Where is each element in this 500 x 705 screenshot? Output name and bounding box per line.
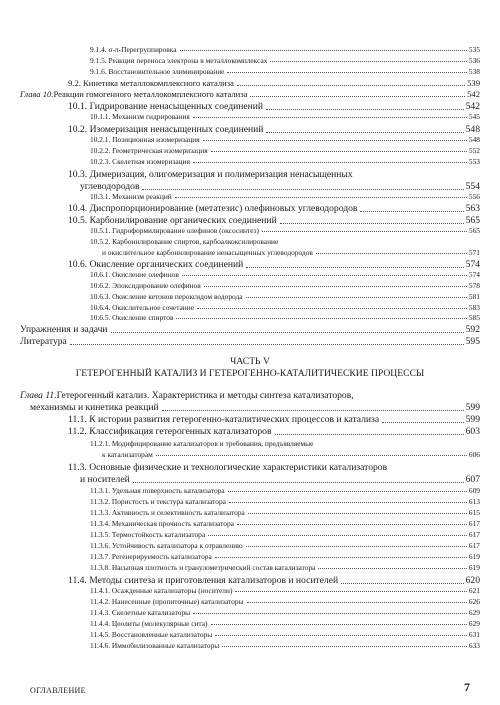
toc-page-number: 581 [468, 292, 480, 301]
toc-entry [20, 282, 480, 289]
toc-entry [20, 520, 480, 527]
toc-entry [20, 391, 480, 401]
toc-page-number: 617 [468, 541, 480, 550]
toc-page-number: 617 [468, 530, 480, 539]
toc-page-number: 578 [468, 281, 480, 290]
dot-leader [175, 197, 467, 198]
toc-page-number: 619 [468, 563, 480, 572]
toc-page-number: 542 [467, 89, 480, 99]
toc-entry-title: 10.2.1. Позиционная изомеризация [90, 135, 200, 144]
toc-entry-title: 9.1.6. Восстановительное элиминирование [90, 67, 225, 76]
dot-leader [111, 332, 464, 333]
toc-entry [20, 620, 480, 627]
toc-entry-title: 11.3.1. Удельная поверхность катализатора [90, 486, 225, 495]
toc-entry [20, 427, 480, 437]
toc-entry-title: Реакции гомогенного металлокомплексного катализа [53, 89, 248, 99]
toc-entry [20, 642, 480, 649]
dot-leader [248, 513, 467, 514]
toc-entry [20, 102, 480, 112]
chapter-label: Глава 11. [20, 390, 57, 401]
dot-leader [176, 318, 466, 319]
toc-entry-title: к катализаторам [102, 450, 153, 459]
dot-leader [193, 162, 467, 163]
toc-entry-title: 10.3.1. Механизм реакций [90, 192, 172, 201]
toc-entry [20, 553, 480, 560]
toc-entry [20, 125, 480, 135]
toc-page-number: 542 [465, 101, 480, 112]
toc-entry-title: 11.3.7. Регенерируемость катализатора [90, 552, 212, 561]
toc-entry-title: 11.3. Основные физические и технологические характеристики катализаторов [68, 462, 388, 473]
dot-leader [280, 223, 464, 224]
toc-page-number: 583 [468, 303, 480, 312]
toc-entry [20, 509, 480, 516]
toc-entry-title: 11.4.6. Иммобилизованные катализаторы [90, 641, 220, 650]
toc-page-number: 633 [468, 641, 480, 650]
toc-page-number: 595 [465, 336, 480, 347]
page-footer [30, 680, 470, 695]
toc-entry [20, 463, 480, 473]
toc-page-number: 563 [465, 203, 480, 214]
toc-page-number: 603 [465, 426, 480, 437]
toc-entry [20, 79, 480, 88]
dot-leader [246, 546, 467, 547]
dot-leader [360, 211, 463, 212]
toc-entry-title: Литература [20, 336, 67, 347]
dot-leader [193, 117, 467, 118]
toc-entry-title: и окислительное карбонилирование ненасыщенных углеводородов [102, 248, 313, 257]
toc-entry-title: 10.6.1. Окисление олефинов [90, 270, 179, 279]
toc-entry-title: 11.4.5. Восстановленные катализаторы [90, 630, 213, 639]
dot-leader [227, 72, 466, 73]
toc-page-number: 545 [468, 112, 480, 121]
toc-entry [20, 598, 480, 605]
dot-leader [204, 286, 467, 287]
dot-leader [262, 231, 467, 232]
toc-entry [20, 158, 480, 165]
toc-entry-title: 11.4.4. Цеолиты (молекулярные сита) [90, 619, 208, 628]
toc-entry [20, 204, 480, 214]
toc-page-number: 592 [465, 324, 480, 335]
toc-entry-title: 11.3.8. Насыпная плотность и гранулометрический состав катализатора [90, 563, 316, 572]
dot-leader [222, 646, 467, 647]
dot-leader [266, 132, 463, 133]
dot-leader [246, 267, 463, 268]
toc-entry-title: Гетерогенный катализ. Характеристика и методы синтеза катализаторов, [56, 390, 354, 401]
dot-leader [235, 591, 467, 592]
dot-leader [275, 434, 464, 435]
toc-entry [20, 487, 480, 494]
toc-entry [20, 182, 480, 192]
toc-page-number: 553 [468, 157, 480, 166]
toc-entry-title: 10.6. Окисление органических соединений [68, 259, 244, 270]
toc-entry [20, 587, 480, 594]
dot-leader [211, 624, 467, 625]
toc-entry [20, 337, 480, 347]
toc-page-number: 629 [468, 608, 480, 617]
toc-entry [20, 68, 480, 75]
toc-entry-title: углеводородов [80, 181, 140, 192]
toc-entry [20, 576, 480, 586]
toc-entry-title: 10.1.1. Механизм гидрирования [90, 112, 190, 121]
toc-page-number: 585 [468, 313, 480, 322]
dot-leader [211, 151, 467, 152]
chapter-label: Глава 10. [20, 89, 54, 99]
toc-page-number: 599 [465, 402, 480, 413]
dot-leader [203, 140, 467, 141]
toc-page-number: 631 [468, 630, 480, 639]
toc-entry-title: 9.1.4. σ-π-Перегруппировка [90, 45, 177, 54]
toc-entry-title: 11.2.1. Модифицирование катализаторов и требования, предъявляемые [90, 439, 314, 448]
dot-leader [229, 502, 467, 503]
toc-entry-title: 10.5.2. Карбонилирование спиртов, карбоалкоксилирование [90, 237, 279, 246]
toc-entry-title: 10.4. Диспропорционирование (метатезис) олефиновых углеводородов [68, 203, 358, 214]
toc-page-number: 548 [468, 135, 480, 144]
dot-leader [270, 61, 466, 62]
toc-entry-title: 11.4. Методы синтеза и приготовления катализаторов и носителей [68, 575, 339, 586]
dot-leader [250, 96, 465, 97]
toc-entry [20, 475, 480, 485]
dot-leader [193, 613, 467, 614]
toc-entry [20, 249, 480, 256]
toc-page-number: 609 [468, 486, 480, 495]
toc-page-number: 629 [468, 619, 480, 628]
toc-entry [20, 260, 480, 270]
toc-entry-title: 11.3.4. Механическая прочность катализатора [90, 519, 234, 528]
toc-entry [20, 304, 480, 311]
toc-entry [20, 314, 480, 321]
dot-leader [316, 253, 467, 254]
toc-page-number: 539 [467, 78, 480, 88]
toc-entry-title: 11.1. К истории развития гетерогенно-каталитических процессов и катализа [68, 414, 380, 425]
toc-page-number: 565 [468, 226, 480, 235]
dot-leader [162, 410, 464, 411]
toc-entry [20, 193, 480, 200]
toc-entry-title: и носителей [80, 474, 130, 485]
toc-page-number: 599 [465, 414, 480, 425]
toc-page-number: 574 [468, 270, 480, 279]
toc-entry [20, 531, 480, 538]
toc-page-number: 554 [465, 181, 480, 192]
toc-entry-title: 10.2.2. Геометрическая изомеризация [90, 146, 208, 155]
toc-entry [20, 90, 480, 99]
toc-page-number: 556 [468, 192, 480, 201]
toc-page-number: 535 [468, 45, 480, 54]
toc-page-number: 565 [465, 215, 480, 226]
toc-entry [20, 415, 480, 425]
toc-entry [20, 46, 480, 53]
toc-entry [20, 451, 480, 458]
toc-entry-title: 11.3.2. Пористость и текстура катализатора [90, 497, 226, 506]
toc-page-number: 536 [468, 56, 480, 65]
toc-entry-title: 9.2. Кинетика металлокомплексного катализа [68, 78, 234, 88]
running-footer-label: ОГЛАВЛЕНИЕ [30, 686, 86, 695]
toc-page-number: 620 [465, 575, 480, 586]
toc-entry-title: 10.6.4. Окислительное сочетание [90, 303, 194, 312]
toc-entry-title: 10.2.3. Скелетная изомеризация [90, 157, 190, 166]
toc-entry-title: 10.6.5. Окисление спиртов [90, 313, 174, 322]
toc-page-number: 538 [468, 67, 480, 76]
dot-leader [208, 535, 467, 536]
toc-page-number: 606 [468, 450, 480, 459]
toc-entry [20, 293, 480, 300]
toc-entry-title: 11.4.2. Нанесенные (пропиточные) катализаторы [90, 597, 244, 606]
toc-page-number: 552 [468, 146, 480, 155]
toc-page-number: 615 [468, 508, 480, 517]
toc-entry-title: 10.5.1. Гидроформилирование олефинов (оксосинтез) [90, 226, 259, 235]
toc-entry [20, 227, 480, 234]
toc-entry-title: 10.3. Димеризация, олигомеризация и полимеризация ненасыщенных [68, 169, 353, 180]
toc-page-number: 548 [465, 124, 480, 135]
toc-entry-title: Упражнения и задачи [20, 324, 108, 335]
dot-leader [215, 557, 467, 558]
part-subtitle: ГЕТЕРОГЕННЫЙ КАТАЛИЗ И ГЕТЕРОГЕННО-КАТАЛИТИЧЕСКИЕ ПРОЦЕССЫ [75, 368, 425, 379]
toc-page-number: 619 [468, 552, 480, 561]
dot-leader [228, 491, 467, 492]
toc-entry [20, 147, 480, 154]
toc-page-number: 626 [468, 597, 480, 606]
dot-leader [382, 422, 464, 423]
dot-leader [197, 308, 467, 309]
dot-leader [182, 275, 467, 276]
dot-leader [318, 568, 466, 569]
toc-page-number: 574 [465, 259, 480, 270]
toc-entry-title: механизмы и кинетика реакций [30, 402, 159, 413]
dot-leader [237, 524, 467, 525]
dot-leader [215, 635, 467, 636]
toc-entry-title: 11.3.3. Активность и селективность катализатора [90, 508, 245, 517]
toc-entry-title: 11.3.5. Термостойкость катализатора [90, 530, 206, 539]
toc-entry-title: 10.5. Карбонилирование органических соединений [68, 215, 277, 226]
toc-entry [20, 564, 480, 571]
toc-page-number: 607 [465, 474, 480, 485]
toc-entry-title: 11.3.6. Устойчивость катализатора к отравлению [90, 541, 243, 550]
toc-entry-title: 11.4.1. Осажденные катализаторы (носители) [90, 586, 233, 595]
dot-leader [237, 85, 465, 86]
toc-entry [20, 136, 480, 143]
dot-leader [266, 109, 464, 110]
toc-entry [20, 238, 480, 245]
toc-entry-title: 10.6.2. Эпоксидирование олефинов [90, 281, 201, 290]
toc-entry [20, 631, 480, 638]
toc-entry [20, 403, 480, 413]
dot-leader [341, 583, 464, 584]
toc-page-number: 617 [468, 519, 480, 528]
toc-page-number: 621 [468, 586, 480, 595]
toc-entry [20, 57, 480, 64]
toc-entry-title: 10.2. Изомеризация ненасыщенных соединений [68, 124, 264, 135]
dot-leader [142, 189, 463, 190]
toc-entry-title: 10.6.3. Окисление кетонов пероксидом водорода [90, 292, 243, 301]
part-title: ЧАСТЬ V [230, 356, 270, 367]
dot-leader [247, 602, 467, 603]
toc-entry [20, 170, 480, 180]
toc-entry-title: 10.1. Гидрирование ненасыщенных соединений [68, 101, 264, 112]
toc-entry [20, 113, 480, 120]
toc-page-number: 571 [468, 248, 480, 257]
toc-entry [20, 542, 480, 549]
dot-leader [156, 455, 467, 456]
toc-entry [20, 609, 480, 616]
toc-entry-title: 11.2. Классификация гетерогенных катализаторов [68, 426, 272, 437]
toc-entry [20, 216, 480, 226]
toc-entry-title: 11.4.3. Скелетные катализаторы [90, 608, 191, 617]
toc-entry [20, 325, 480, 335]
toc-entry [20, 440, 480, 447]
toc-entry-title: 9.1.5. Реакции переноса электрона в металлокомплексах [90, 56, 268, 65]
dot-leader [246, 297, 467, 298]
toc-entry [20, 271, 480, 278]
toc-page-number: 613 [468, 497, 480, 506]
dot-leader [180, 50, 467, 51]
page-number: 7 [464, 680, 470, 694]
dot-leader [133, 482, 464, 483]
toc-entry [20, 498, 480, 505]
dot-leader [70, 344, 464, 345]
